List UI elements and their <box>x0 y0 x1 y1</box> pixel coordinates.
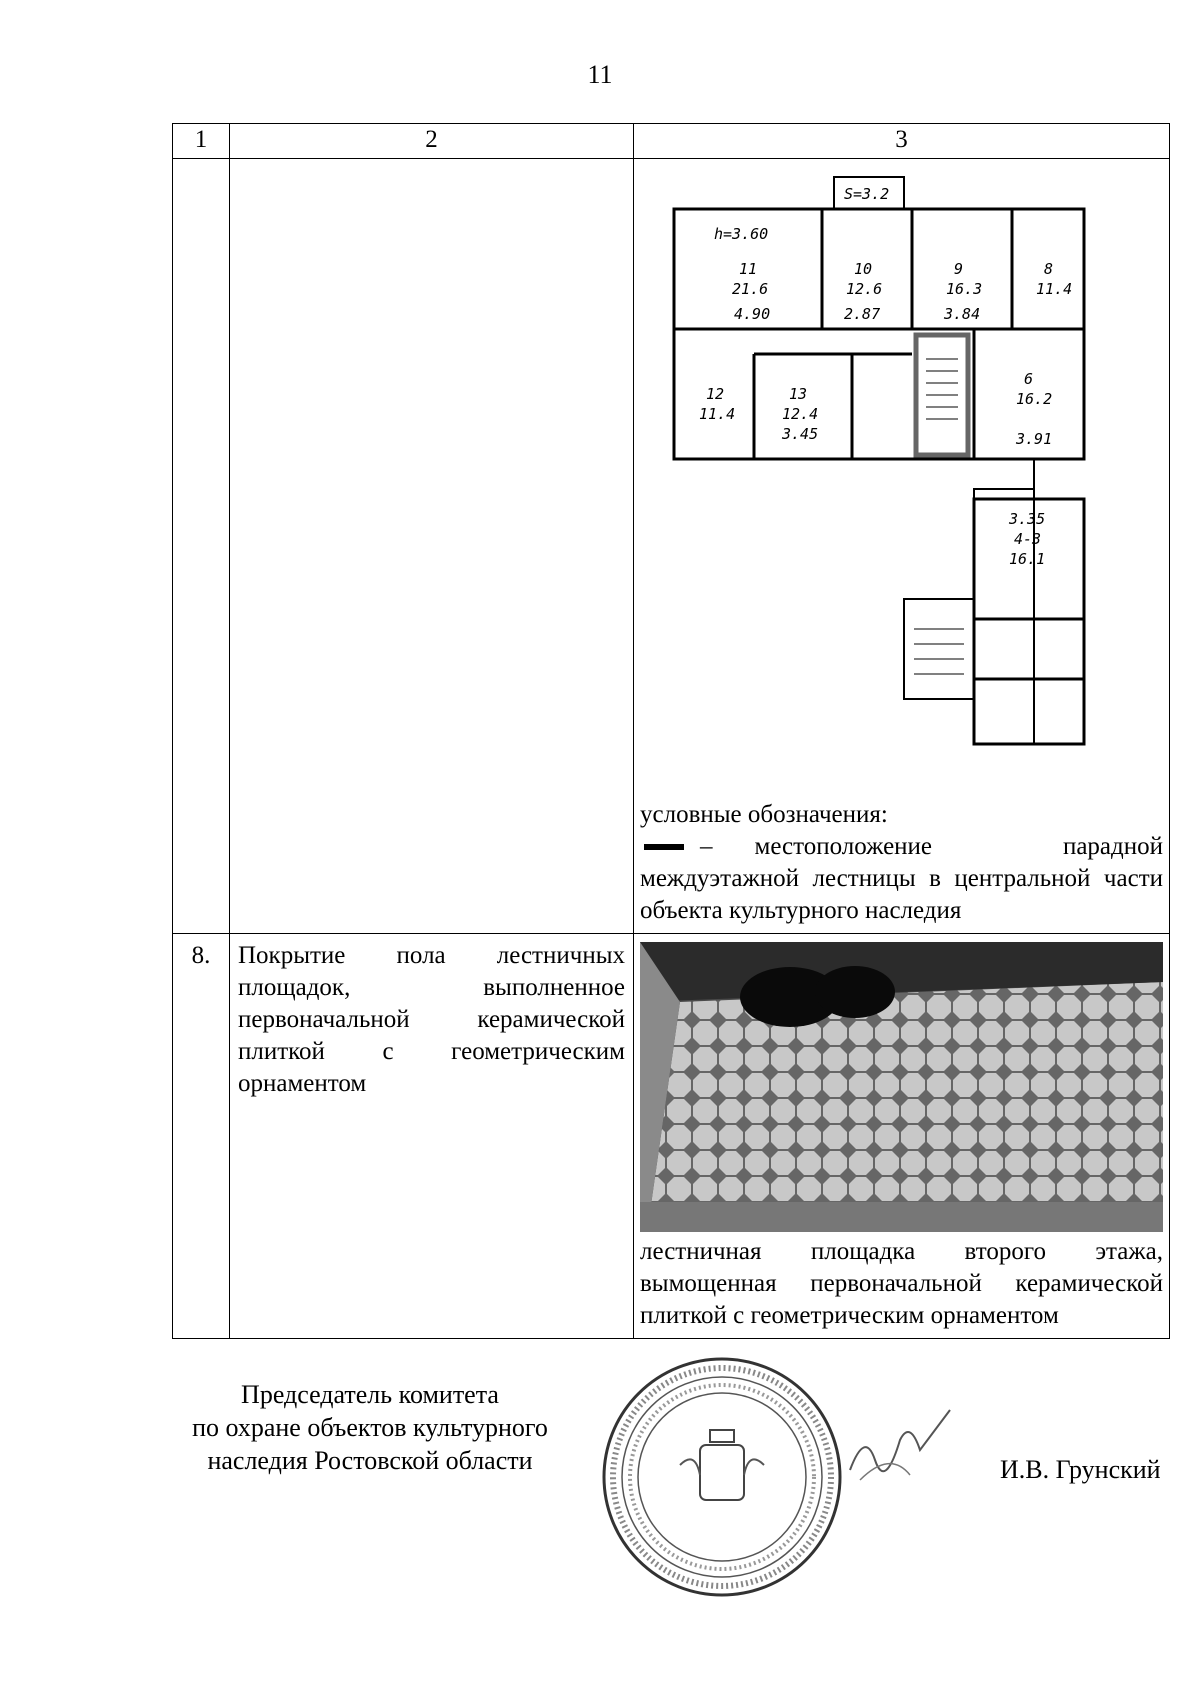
photo-caption: лестничная площадка второго этажа, вымощенная первоначальной керамической плиткой с геометрическим орнаментом <box>640 1238 1163 1329</box>
plan-room-12-area: 11.4 <box>699 405 736 423</box>
plan-room-4-area: 16.1 <box>1009 550 1046 568</box>
page-number: 11 <box>587 60 613 89</box>
legend-description: междуэтажной лестницы в центральной части объекта культурного наследия <box>640 865 1163 924</box>
header-col-3: 3 <box>634 124 1170 159</box>
plan-room-10-area: 12.6 <box>846 280 883 298</box>
plan-dim-345: 3.45 <box>782 425 819 443</box>
legend-words <box>725 831 1164 863</box>
document-table <box>172 123 1170 1339</box>
header-col-1: 1 <box>173 124 230 159</box>
plan-room-13-area: 12.4 <box>782 405 819 423</box>
legend-dash: – <box>700 833 713 860</box>
plan-dim-384: 3.84 <box>944 305 981 323</box>
signatory-line-1: Председатель комитета <box>241 1380 499 1409</box>
plan-room-6: 6 <box>1024 370 1034 388</box>
table-row-8 <box>173 934 1170 1339</box>
row8-description: Покрытие пола лестничных площадок, выполненное первоначальной керамической плиткой с геометрическим орнаментом <box>230 934 634 1339</box>
plan-room-6-area: 16.2 <box>1016 390 1053 408</box>
plan-label-height: h=3.60 <box>714 225 769 243</box>
plan-room-9: 9 <box>954 260 964 278</box>
plan-room-8: 8 <box>1044 260 1054 278</box>
row8-image-cell <box>634 934 1170 1339</box>
plan-dim-287: 2.87 <box>844 305 881 323</box>
plan-room-12: 12 <box>706 385 725 403</box>
legend-word-1: местоположение <box>754 833 933 860</box>
tile-floor-photo <box>640 942 1163 1232</box>
official-seal <box>600 1355 845 1600</box>
handwritten-signature <box>840 1390 960 1510</box>
plan-dim-490: 4.90 <box>734 305 771 323</box>
signatory-line-3: наследия Ростовской области <box>207 1446 533 1475</box>
plan-room-11-area: 21.6 <box>732 280 769 298</box>
signatory-name: И.В. Грунский <box>1000 1455 1161 1484</box>
table-header-row <box>173 124 1170 159</box>
plan-legend <box>634 799 1169 933</box>
plan-room-11: 11 <box>739 260 758 278</box>
plan-room-13: 13 <box>789 385 808 403</box>
plan-room-10: 10 <box>854 260 873 278</box>
floor-plan <box>634 159 1169 799</box>
plan-room-4: 4-3 <box>1014 530 1042 548</box>
plan-dim-391: 3.91 <box>1016 430 1053 448</box>
stair-landing-photo <box>640 942 1163 1232</box>
row7-desc-cell <box>230 159 634 934</box>
legend-item <box>640 831 1163 863</box>
header-col-2: 2 <box>230 124 634 159</box>
signatory-title <box>160 1378 580 1477</box>
row8-number: 8. <box>173 934 230 1339</box>
legend-title: условные обозначения: <box>640 801 888 828</box>
signatory-line-2: по охране объектов культурного <box>192 1413 548 1442</box>
plan-room-9-area: 16.3 <box>946 280 983 298</box>
legend-swatch <box>644 844 684 850</box>
plan-dim-335: 3.35 <box>1009 510 1046 528</box>
floor-plan-drawing <box>634 159 1169 799</box>
plan-label-area: S=3.2 <box>844 185 890 203</box>
row7-num-cell <box>173 159 230 934</box>
row7-image-cell <box>634 159 1170 934</box>
table-row-plan <box>173 159 1170 934</box>
plan-room-8-area: 11.4 <box>1036 280 1073 298</box>
legend-word-2: парадной <box>1062 833 1163 860</box>
